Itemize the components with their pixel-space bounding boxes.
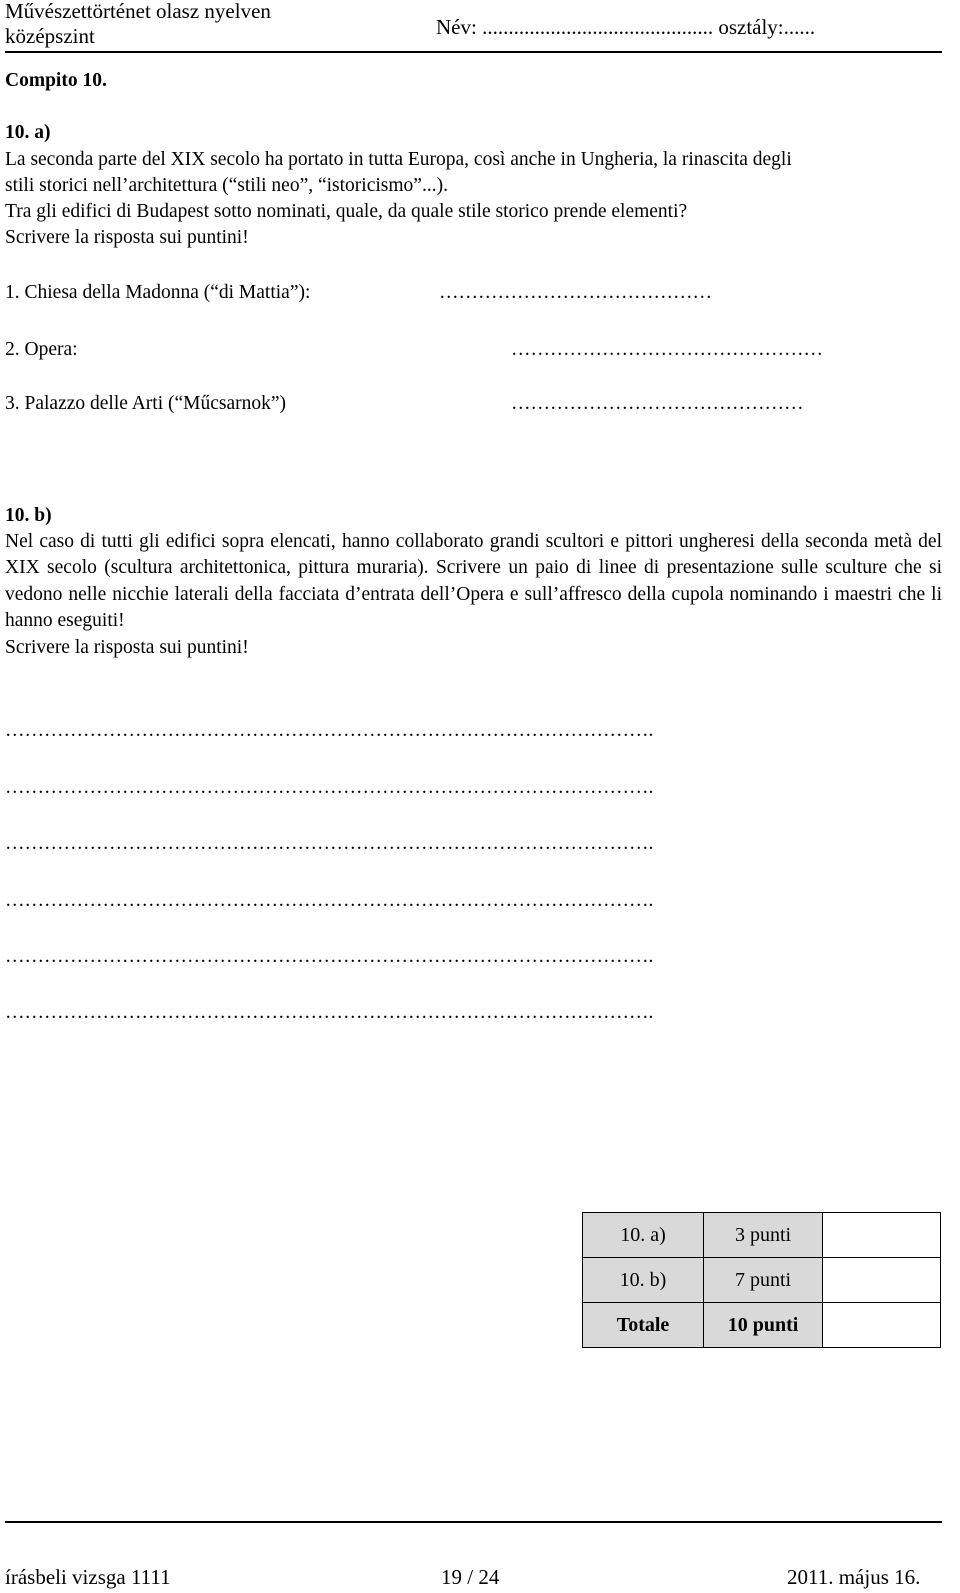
header-rule xyxy=(5,51,942,53)
score-achieved-cell xyxy=(823,1258,941,1303)
score-points-total: 10 punti xyxy=(704,1303,823,1348)
part-b-text xyxy=(5,529,942,634)
subject-level: középszint xyxy=(5,24,95,48)
item-2-answer-dots: ………………………………………… xyxy=(511,339,823,360)
score-achieved-cell xyxy=(823,1213,941,1258)
footer-rule xyxy=(5,1521,942,1523)
part-a-label: 10. a) xyxy=(5,122,51,143)
score-points: 7 punti xyxy=(704,1258,823,1303)
part-a-text-line2: stili storici nell’architettura (“stili neo”, “istoricismo”...). xyxy=(5,175,448,196)
answer-line: ………………………………………………………………………………………. xyxy=(5,833,654,854)
score-row xyxy=(583,1258,941,1303)
footer-page-number: 19 / 24 xyxy=(441,1565,500,1589)
part-b-label: 10. b) xyxy=(5,505,52,526)
score-table xyxy=(582,1212,941,1348)
item-1-label: 1. Chiesa della Madonna (“di Mattia”): xyxy=(5,282,311,303)
answer-line: ………………………………………………………………………………………. xyxy=(5,890,654,911)
answer-line: ………………………………………………………………………………………. xyxy=(5,720,654,741)
part-a-text-line3: Tra gli edifici di Budapest sotto nominati, quale, da quale stile storico prende elementi? xyxy=(5,201,688,222)
score-achieved-cell xyxy=(823,1303,941,1348)
part-a-text-line1: La seconda parte del XIX secolo ha portato in tutta Europa, così anche in Ungheria, la rinascita degli xyxy=(5,149,792,170)
score-task: 10. b) xyxy=(583,1258,704,1303)
section-title: Compito 10. xyxy=(5,70,107,91)
score-points: 3 punti xyxy=(704,1213,823,1258)
item-3-label: 3. Palazzo delle Arti (“Műcsarnok”) xyxy=(5,393,287,414)
part-b-paragraph: Nel caso di tutti gli edifici sopra elencati, hanno collaborato grandi scultori e pittori ungheresi della seconda metà del XIX secolo (scultura architettonica, pittura muraria). Scrivere un paio di linee di presentazione sulle sculture che si vedono nelle nicchie laterali della facciata d’entrata dell’Opera e sull’affresco della cupola nominando i maestri che li hanno eseguiti! xyxy=(5,531,942,631)
score-task-total: Totale xyxy=(583,1303,704,1348)
answer-line: ………………………………………………………………………………………. xyxy=(5,1002,654,1023)
score-task: 10. a) xyxy=(583,1213,704,1258)
item-3-answer-dots: ……………………………………… xyxy=(511,393,804,414)
answer-line: ………………………………………………………………………………………. xyxy=(5,777,654,798)
footer-date: 2011. május 16. xyxy=(787,1565,921,1589)
item-2-label: 2. Opera: xyxy=(5,339,78,360)
score-row xyxy=(583,1213,941,1258)
name-class-field: Név: ............................................ osztály:...... xyxy=(436,15,816,39)
answer-line: ………………………………………………………………………………………. xyxy=(5,946,654,967)
part-b-instruction: Scrivere la risposta sui puntini! xyxy=(5,637,249,658)
score-row-total xyxy=(583,1303,941,1348)
footer-exam-code: írásbeli vizsga 1111 xyxy=(5,1565,171,1589)
part-a-instruction: Scrivere la risposta sui puntini! xyxy=(5,227,249,248)
subject-title: Művészettörténet olasz nyelven xyxy=(5,0,271,23)
item-1-answer-dots: …………………………………… xyxy=(439,282,712,303)
